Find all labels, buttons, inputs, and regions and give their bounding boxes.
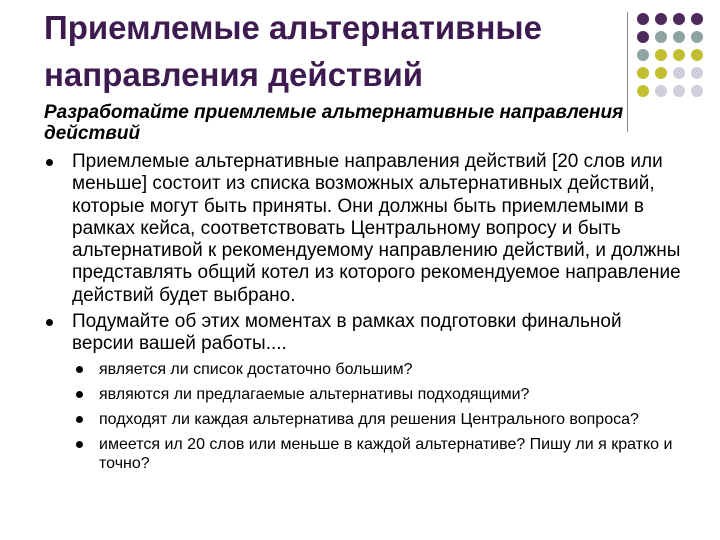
- decorative-dot: [691, 85, 703, 97]
- decorative-dot: [673, 31, 685, 43]
- subbullet-text: является ли список достаточно большим?: [99, 360, 413, 378]
- decorative-dot: [691, 31, 703, 43]
- subbullet-item: [44, 410, 684, 429]
- bullet-dot-icon: [76, 416, 83, 423]
- decorative-dot: [691, 49, 703, 61]
- bullet-dot-icon: [46, 159, 53, 166]
- decorative-dot: [637, 31, 649, 43]
- decorative-dot: [637, 13, 649, 25]
- subbullet-text: являются ли предлагаемые альтернативы подходящими?: [99, 385, 530, 403]
- decorative-dot: [655, 31, 667, 43]
- subbullet-item: [44, 360, 684, 379]
- decorative-dot: [637, 67, 649, 79]
- decorative-dot: [655, 13, 667, 25]
- bullet-text: Приемлемые альтернативные направления действий [20 слов или меньше] состоит из списка возможных альтернативных действий, которые могут быть приняты. Они должны быть приемлемыми в рамках кейса, соответствовать Центральному вопросу и быть альтернативой к рекомендуемому направлению действий, и должны представлять общий котел из которого рекомендуемое направление действий будет выбрано.: [72, 151, 681, 306]
- bullet-text: Подумайте об этих моментах в рамках подготовки финальной версии вашей работы....: [72, 311, 622, 355]
- bullet-item: [44, 151, 684, 307]
- decorative-dot: [691, 67, 703, 79]
- decorative-dot: [691, 13, 703, 25]
- decorative-dot: [673, 49, 685, 61]
- subheading: Разработайте приемлемые альтернативные направления действий: [44, 102, 624, 144]
- decorative-dot: [673, 13, 685, 25]
- decorative-dot: [637, 49, 649, 61]
- bullet-dot-icon: [76, 441, 83, 448]
- bullet-item: [44, 311, 684, 356]
- decorative-dot: [673, 85, 685, 97]
- bullet-dot-icon: [76, 366, 83, 373]
- decorative-dot: [655, 49, 667, 61]
- slide-title: Приемлемые альтернативные направления действий: [44, 9, 542, 93]
- decorative-dot: [637, 85, 649, 97]
- decorative-dot: [655, 85, 667, 97]
- bullet-dot-icon: [46, 319, 53, 326]
- decorative-dot: [673, 67, 685, 79]
- subbullet-text: имеется ил 20 слов или меньше в каждой альтернативе? Пишу ли я кратко и точно?: [99, 435, 673, 472]
- slide-body: [44, 102, 684, 479]
- subbullet-item: [44, 435, 684, 473]
- bullet-dot-icon: [76, 391, 83, 398]
- decorative-dot: [655, 67, 667, 79]
- subbullet-item: [44, 385, 684, 404]
- subbullet-text: подходят ли каждая альтернатива для решения Центрального вопроса?: [99, 410, 639, 428]
